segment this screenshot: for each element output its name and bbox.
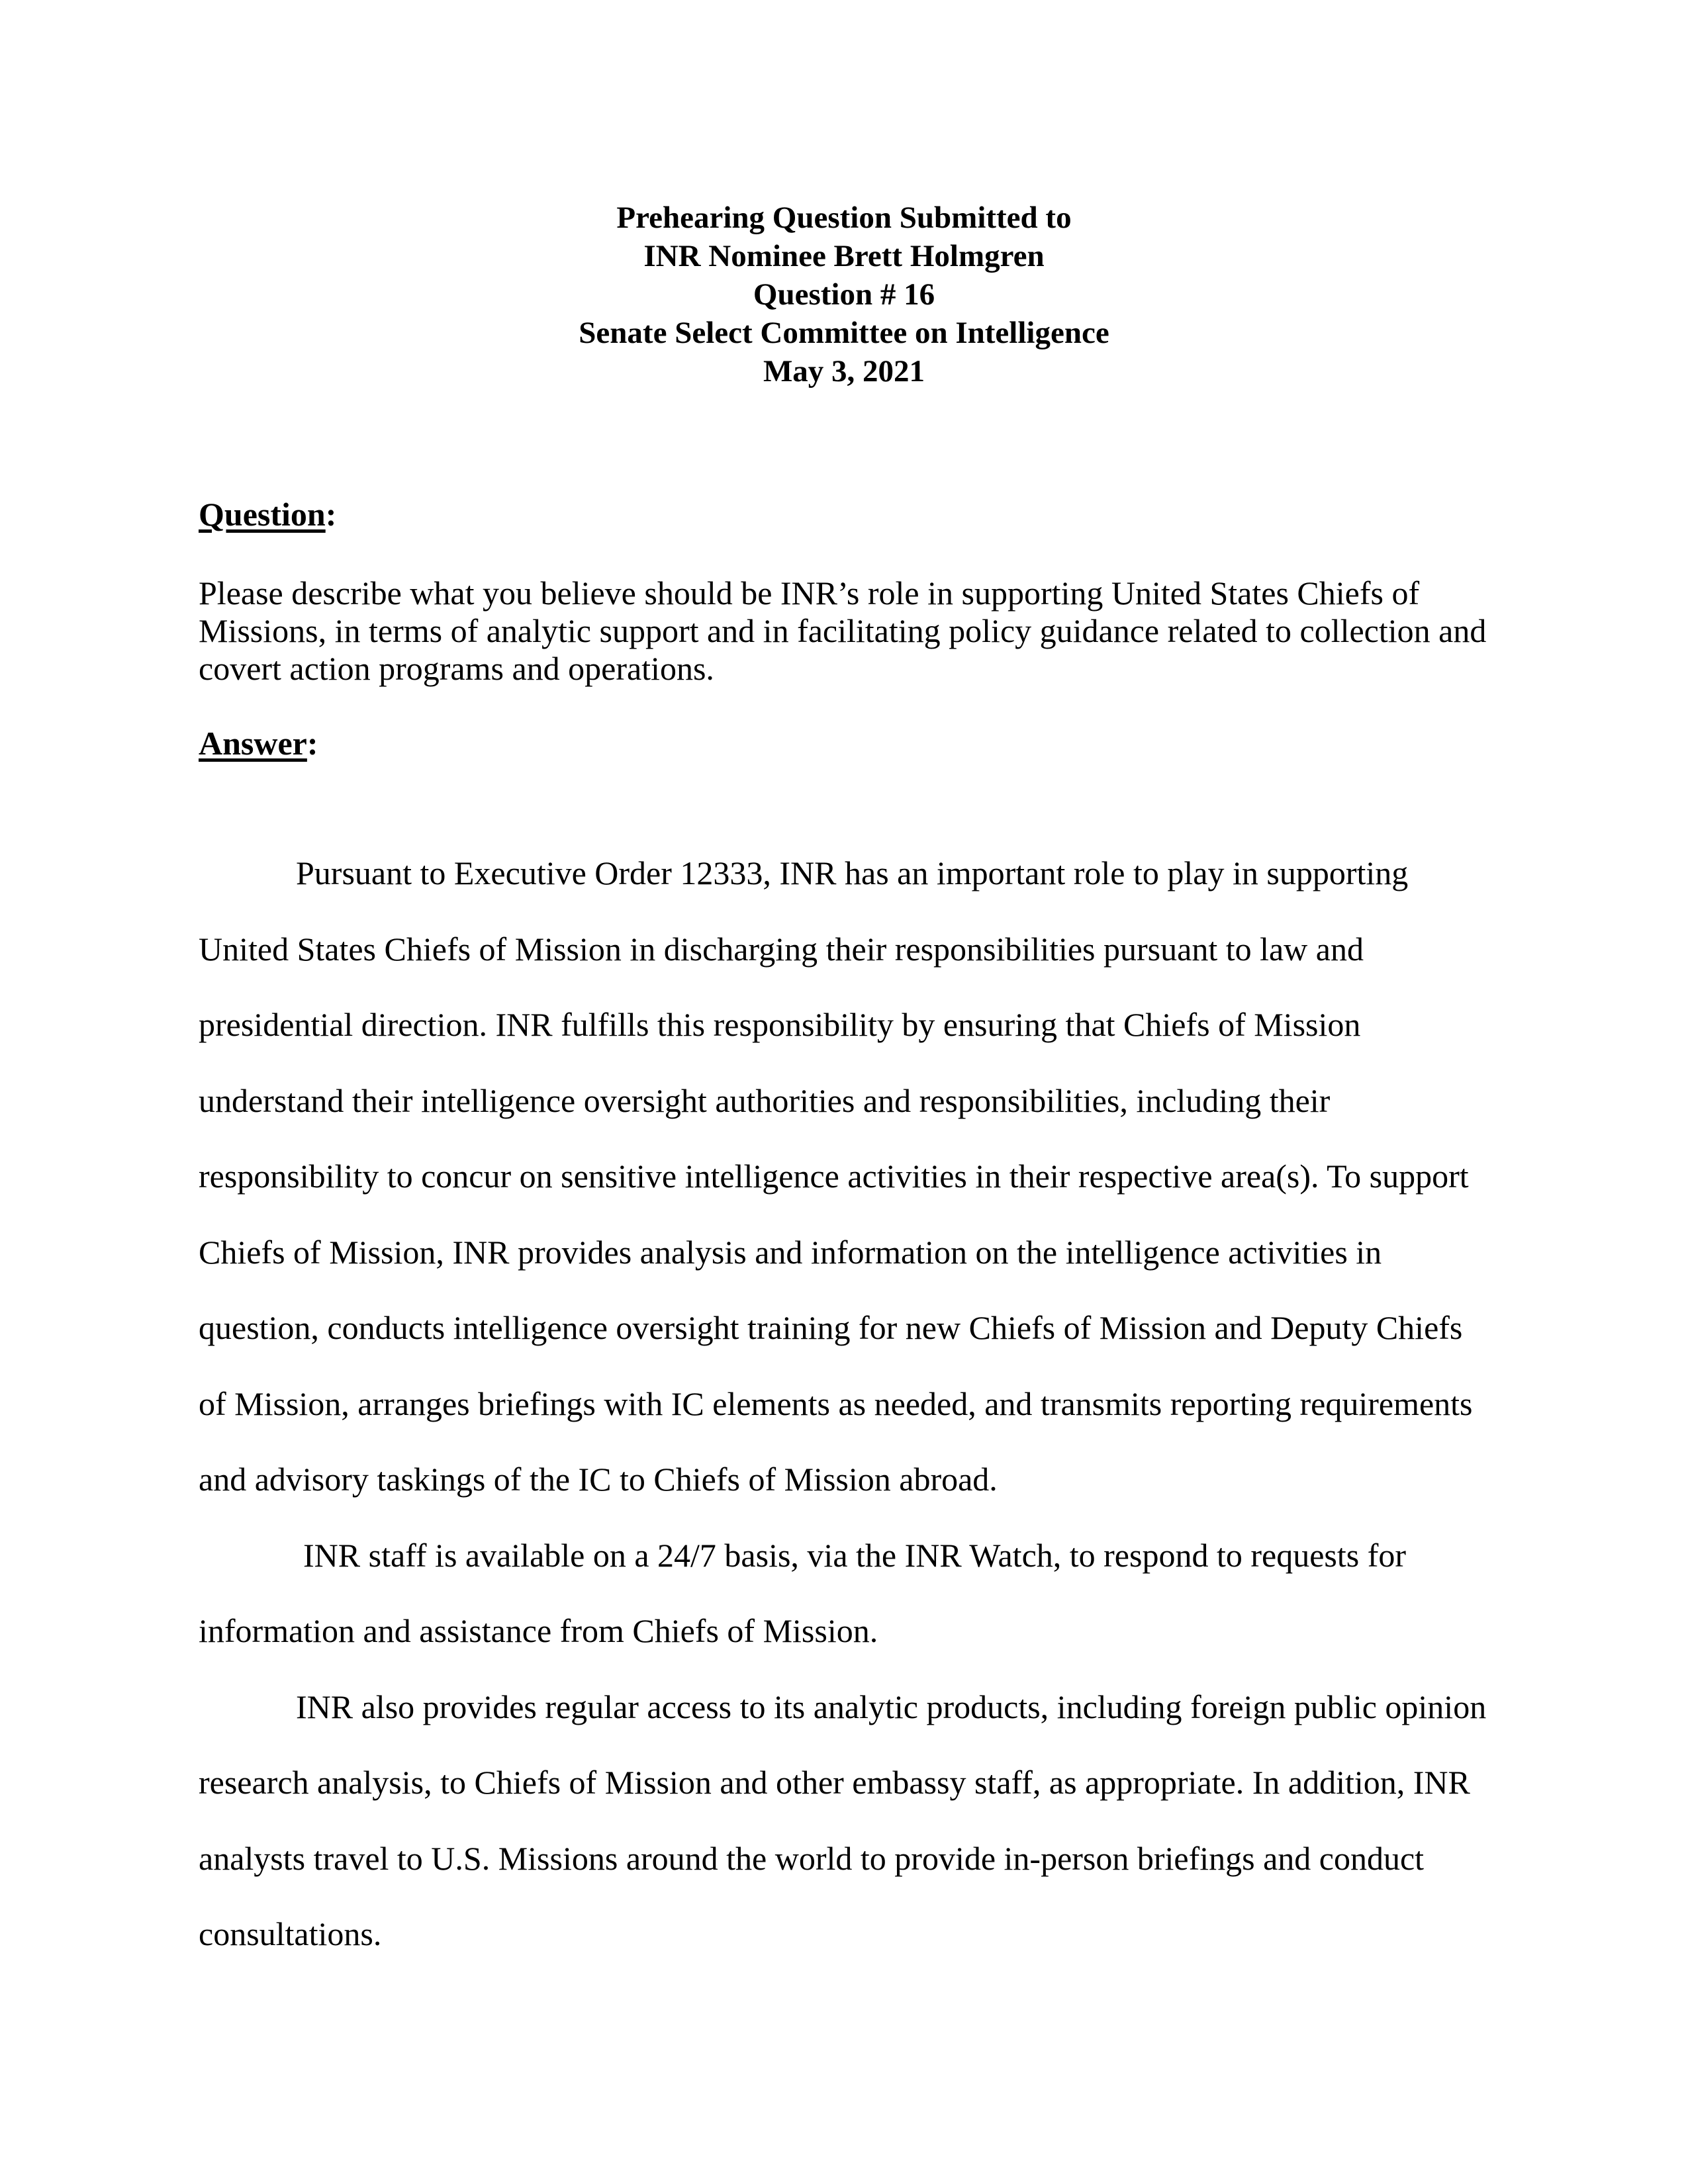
answer-line: presidential direction. INR fulfills this responsibility by ensuring that Chiefs of Mission	[199, 1006, 1361, 1043]
answer-colon: :	[306, 725, 318, 762]
answer-line: question, conducts intelligence oversight training for new Chiefs of Mission and Deputy Chiefs	[199, 1309, 1463, 1346]
answer-text	[199, 835, 1496, 1972]
answer-line: Pursuant to Executive Order 12333, INR has an important role to play in supporting	[296, 854, 1409, 891]
answer-line: INR also provides regular access to its analytic products, including foreign public opinion	[296, 1688, 1487, 1725]
header-question-number: Question # 16	[753, 277, 935, 312]
answer-line: information and assistance from Chiefs of Mission.	[199, 1612, 878, 1649]
question-text	[199, 574, 1496, 688]
answer-line: INR staff is available on a 24/7 basis, via the INR Watch, to respond to requests for	[303, 1536, 1406, 1574]
answer-line: understand their intelligence oversight authorities and responsibilities, including their	[199, 1081, 1331, 1119]
header-title-line: Prehearing Question Submitted to	[616, 201, 1072, 235]
question-line: Please describe what you believe should be INR’s role in supporting United States Chiefs of	[199, 574, 1420, 612]
answer-line: Chiefs of Mission, INR provides analysis and information on the intelligence activities in	[199, 1233, 1382, 1271]
answer-line: and advisory taskings of the IC to Chiefs of Mission abroad.	[199, 1461, 998, 1498]
answer-label: Answer	[199, 725, 307, 762]
answer-line: consultations.	[199, 1915, 382, 1952]
document-header	[0, 199, 1688, 390]
header-date: May 3, 2021	[763, 354, 925, 388]
question-line: Missions, in terms of analytic support and in facilitating policy guidance related to collection and	[199, 612, 1487, 649]
answer-line: of Mission, arranges briefings with IC elements as needed, and transmits reporting requirements	[199, 1385, 1473, 1422]
answer-heading	[199, 724, 318, 762]
question-colon: :	[325, 496, 337, 533]
header-nominee-line: INR Nominee Brett Holmgren	[643, 239, 1045, 273]
question-label: Question	[199, 496, 326, 533]
answer-line: United States Chiefs of Mission in discharging their responsibilities pursuant to law and	[199, 930, 1364, 968]
header-committee-line: Senate Select Committee on Intelligence	[579, 316, 1109, 350]
question-line: covert action programs and operations.	[199, 650, 714, 687]
answer-line: responsibility to concur on sensitive intelligence activities in their respective area(s). To support	[199, 1158, 1469, 1195]
question-heading	[199, 495, 336, 533]
answer-line: research analysis, to Chiefs of Mission and other embassy staff, as appropriate. In addition, INR	[199, 1764, 1470, 1801]
answer-line: analysts travel to U.S. Missions around the world to provide in-person briefings and conduct	[199, 1839, 1425, 1877]
